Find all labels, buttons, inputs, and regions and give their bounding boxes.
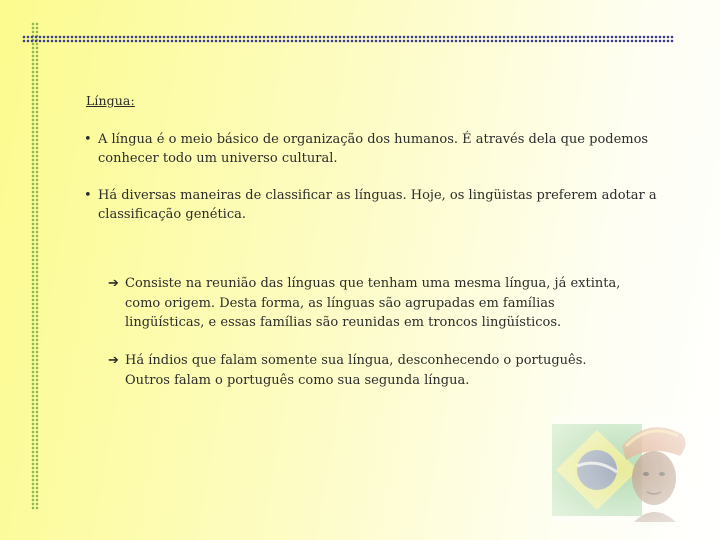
- sub-point-text: Há índios que falam somente sua língua, desconhecendo o português. Outros falam o português como sua segunda língua.: [125, 353, 587, 388]
- bullet-dot-icon: •: [84, 188, 92, 203]
- bullet-dot-icon: •: [84, 132, 92, 147]
- sub-point-1: [108, 274, 628, 333]
- sub-point-text: Consiste na reunião das línguas que tenham uma mesma língua, já extinta, como origem. Desta forma, as línguas são agrupadas em famílias lingüísticas, e essas famílias são reunidas em troncos lingüísticos.: [125, 276, 621, 330]
- slide-heading: Língua:: [86, 93, 135, 108]
- top-dotted-border: [22, 35, 674, 43]
- brazil-flag-indigenous-portrait-image: [552, 416, 692, 522]
- right-arrow-icon: ➔: [108, 276, 119, 291]
- right-arrow-icon: ➔: [108, 353, 119, 368]
- bullet-item-2: [84, 186, 664, 224]
- bullet-text: A língua é o meio básico de organização dos humanos. É através dela que podemos conhecer todo um universo cultural.: [98, 132, 649, 166]
- bullet-item-1: [84, 130, 664, 168]
- bullet-text: Há diversas maneiras de classificar as línguas. Hoje, os lingüistas preferem adotar a classificação genética.: [98, 188, 657, 222]
- sub-point-2: [108, 351, 628, 390]
- left-dotted-border: [31, 22, 39, 510]
